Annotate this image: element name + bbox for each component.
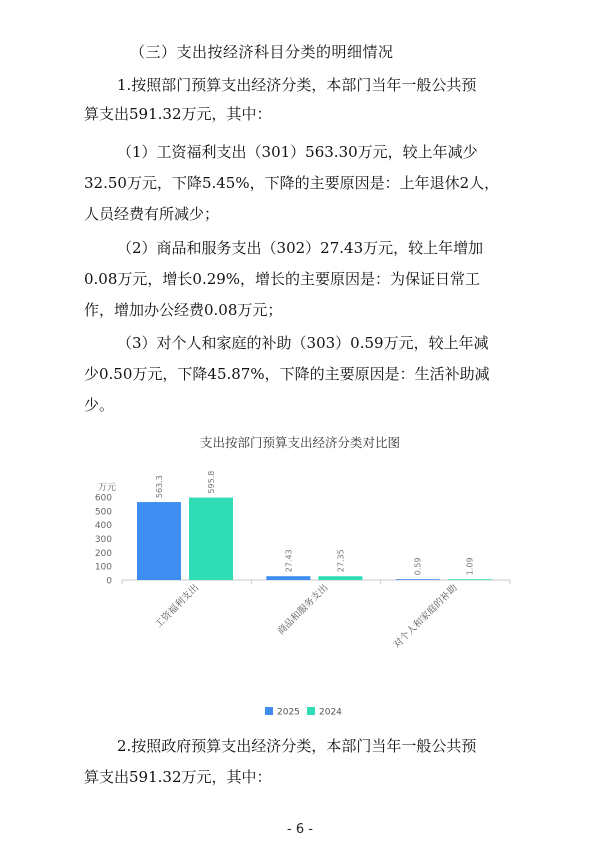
y-tick-label: 100 <box>94 562 112 573</box>
data-label: 595.8 <box>207 470 216 494</box>
item3-line-2: 少0.50万元，下降45.87%，下降的主要原因是：生活补助减 <box>84 365 490 383</box>
legend-label: 2024 <box>319 707 342 718</box>
bar-2024-1 <box>318 576 362 580</box>
data-label: 27.43 <box>284 549 294 573</box>
item2-line-1: （2）商品和服务支出（302）27.43万元，较上年增加 <box>117 239 484 257</box>
item3-line-1: （3）对个人和家庭的补助（303）0.59万元，较上年减 <box>117 334 489 352</box>
y-tick-label: 300 <box>94 535 112 545</box>
data-label: 563.3 <box>155 475 164 499</box>
y-tick-label: 0 <box>106 576 112 587</box>
x-category-label: 商品和服务支出 <box>275 582 331 638</box>
bar-2025-0 <box>137 502 181 580</box>
data-label: 1.09 <box>465 557 475 576</box>
bar-2024-2 <box>448 579 492 580</box>
page-number: - 6 - <box>287 822 313 837</box>
para1-line-1: 1.按照部门预算支出经济分类，本部门当年一般公共预 <box>117 76 477 94</box>
para2-line-1: 2.按照政府预算支出经济分类，本部门当年一般公共预 <box>117 737 477 755</box>
bar-2025-2 <box>396 579 440 580</box>
item3-line-3: 少。 <box>84 396 115 414</box>
x-category-label: 工资福利支出 <box>153 582 202 631</box>
y-tick-label: 200 <box>94 548 112 559</box>
item1-line-3: 人员经费有所减少； <box>84 205 220 223</box>
y-axis-unit: 万元 <box>97 483 117 493</box>
bar-2024-0 <box>189 498 233 580</box>
y-tick-label: 500 <box>94 507 112 518</box>
x-category-label: 对个人和家庭的补助 <box>391 582 460 651</box>
legend-swatch-2024 <box>307 707 315 715</box>
item1-line-2: 32.50万元，下降5.45%，下降的主要原因是：上年退休2人， <box>84 174 500 192</box>
item2-line-2: 0.08万元，增长0.29%，增长的主要原因是：为保证日常工 <box>84 270 481 288</box>
section-heading: （三）支出按经济科目分类的明细情况 <box>130 43 394 61</box>
para1-line-2: 算支出591.32万元，其中： <box>84 105 272 123</box>
chart-title: 支出按部门预算支出经济分类对比图 <box>199 435 400 450</box>
data-label: 0.59 <box>413 557 423 576</box>
bar-2025-1 <box>266 576 310 580</box>
data-label: 27.35 <box>336 549 346 573</box>
legend-swatch-2025 <box>265 707 273 715</box>
legend-label: 2025 <box>277 707 300 718</box>
para2-line-2: 算支出591.32万元，其中： <box>84 768 272 786</box>
item2-line-3: 作，增加办公经费0.08万元； <box>84 301 283 319</box>
y-tick-label: 600 <box>94 493 112 504</box>
item1-line-1: （1）工资福利支出（301）563.30万元，较上年减少 <box>117 143 478 161</box>
y-tick-label: 400 <box>94 521 112 532</box>
